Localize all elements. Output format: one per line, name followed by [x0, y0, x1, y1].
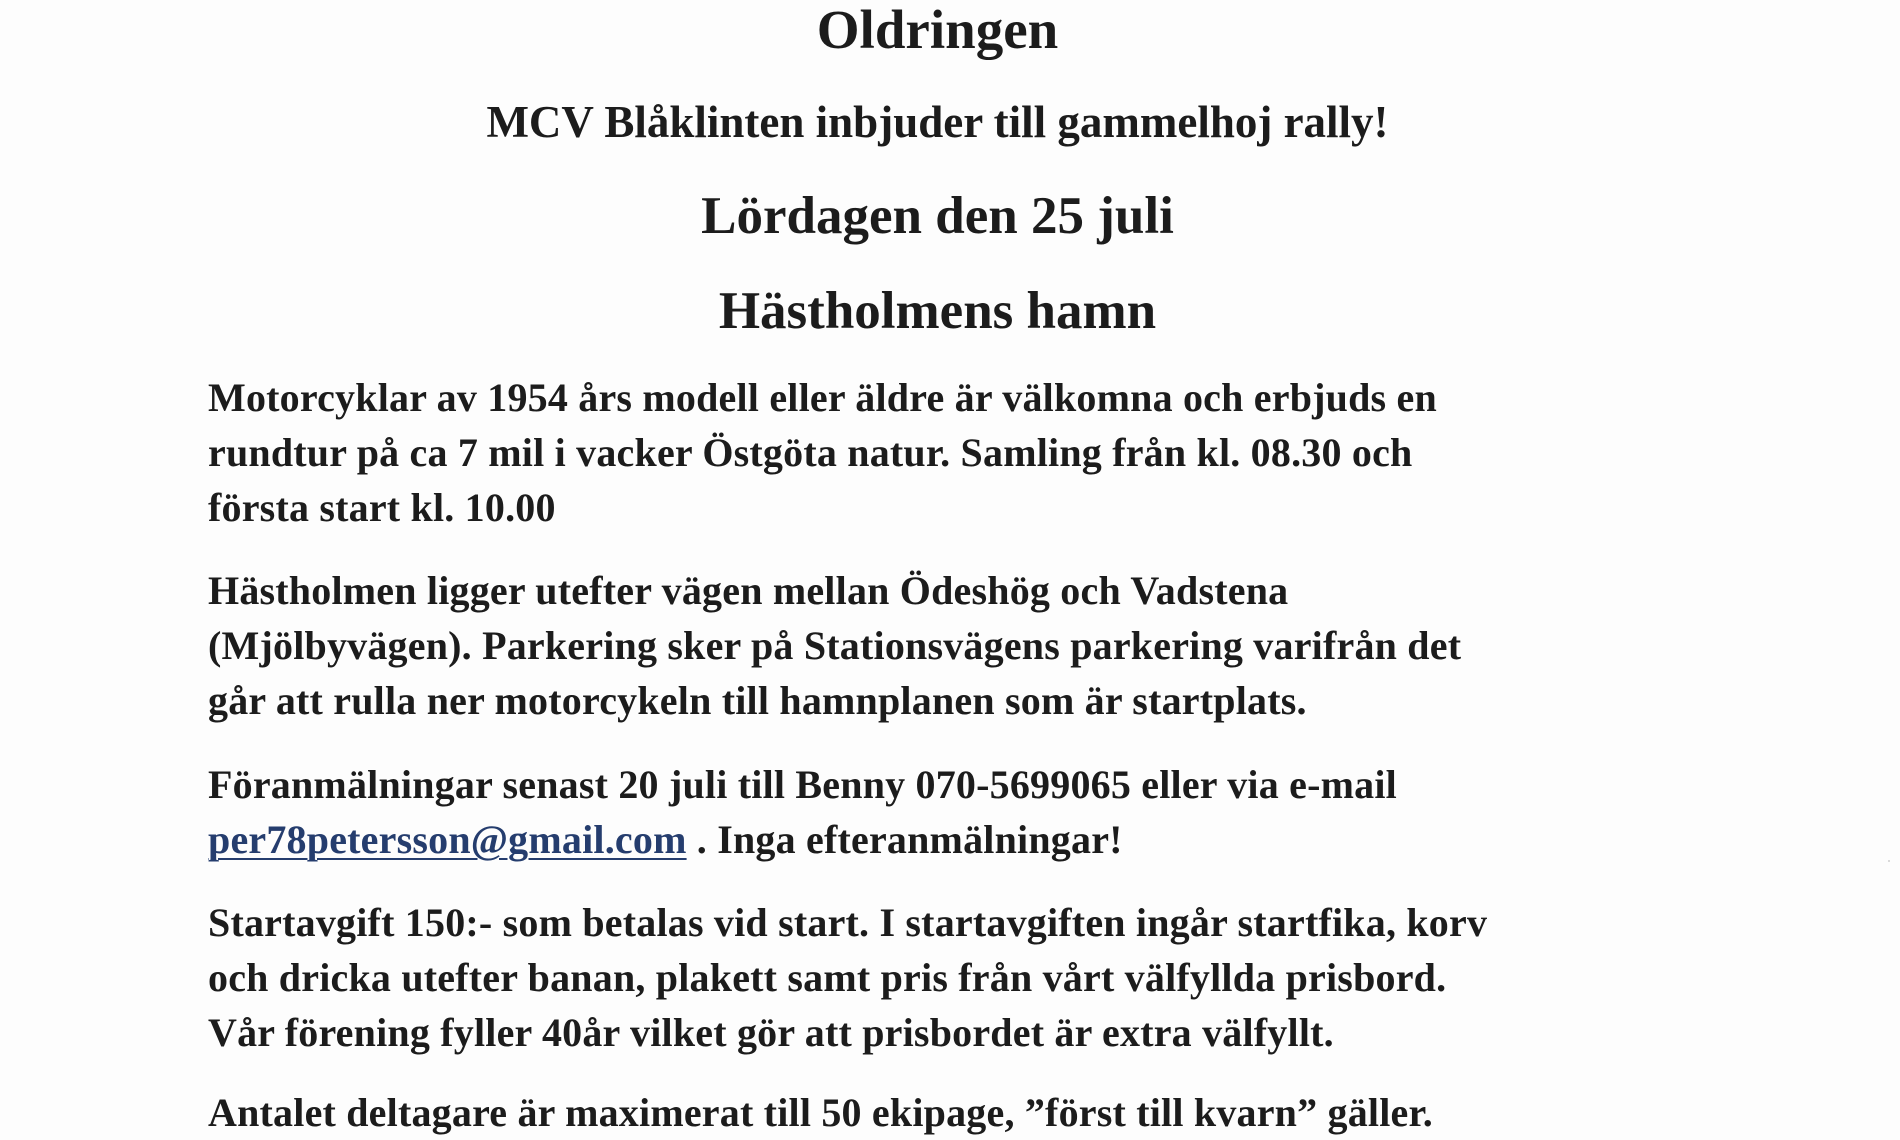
event-invitation: MCV Blåklinten inbjuder till gammelhoj rally!: [486, 97, 1389, 147]
paragraph-line: [208, 812, 1648, 867]
paragraph-line: (Mjölbyvägen). Parkering sker på Stationsvägens parkering varifrån det: [208, 623, 1462, 668]
event-title: Oldringen: [816, 0, 1059, 60]
event-date: Lördagen den 25 juli: [701, 187, 1174, 245]
registration-note: . Inga efteranmälningar!: [686, 817, 1123, 862]
paragraph-fee: [208, 895, 1648, 1060]
paragraph-line: och dricka utefter banan, plakett samt pris från vårt välfyllda prisbord.: [208, 955, 1447, 1000]
paragraph-line: Föranmälningar senast 20 juli till Benny 070-5699065 eller via e-mail: [208, 762, 1397, 807]
paragraph-directions: [208, 563, 1648, 728]
paragraph-capacity: [208, 1085, 1648, 1140]
paragraph-line: Hästholmen ligger utefter vägen mellan Ödeshög och Vadstena: [208, 568, 1289, 613]
paragraph-eligibility: [208, 370, 1648, 535]
paragraph-line: Antalet deltagare är maximerat till 50 ekipage, ”först till kvarn” gäller.: [208, 1090, 1433, 1135]
event-location: Hästholmens hamn: [718, 282, 1157, 340]
paragraph-line: Motorcyklar av 1954 års modell eller äldre är välkomna och erbjuds en: [208, 375, 1437, 420]
paragraph-line: går att rulla ner motorcykeln till hamnplanen som är startplats.: [208, 678, 1307, 723]
scan-speck: [1888, 860, 1890, 862]
paragraph-line: första start kl. 10.00: [208, 485, 556, 530]
paragraph-line: Vår förening fyller 40år vilket gör att prisbordet är extra välfyllt.: [208, 1010, 1334, 1055]
paragraph-line: rundtur på ca 7 mil i vacker Östgöta natur. Samling från kl. 08.30 och: [208, 430, 1413, 475]
paragraph-registration: [208, 757, 1648, 867]
paragraph-line: Startavgift 150:- som betalas vid start. I startavgiften ingår startfika, korv: [208, 900, 1488, 945]
email-link[interactable]: per78petersson@gmail.com: [208, 817, 687, 862]
